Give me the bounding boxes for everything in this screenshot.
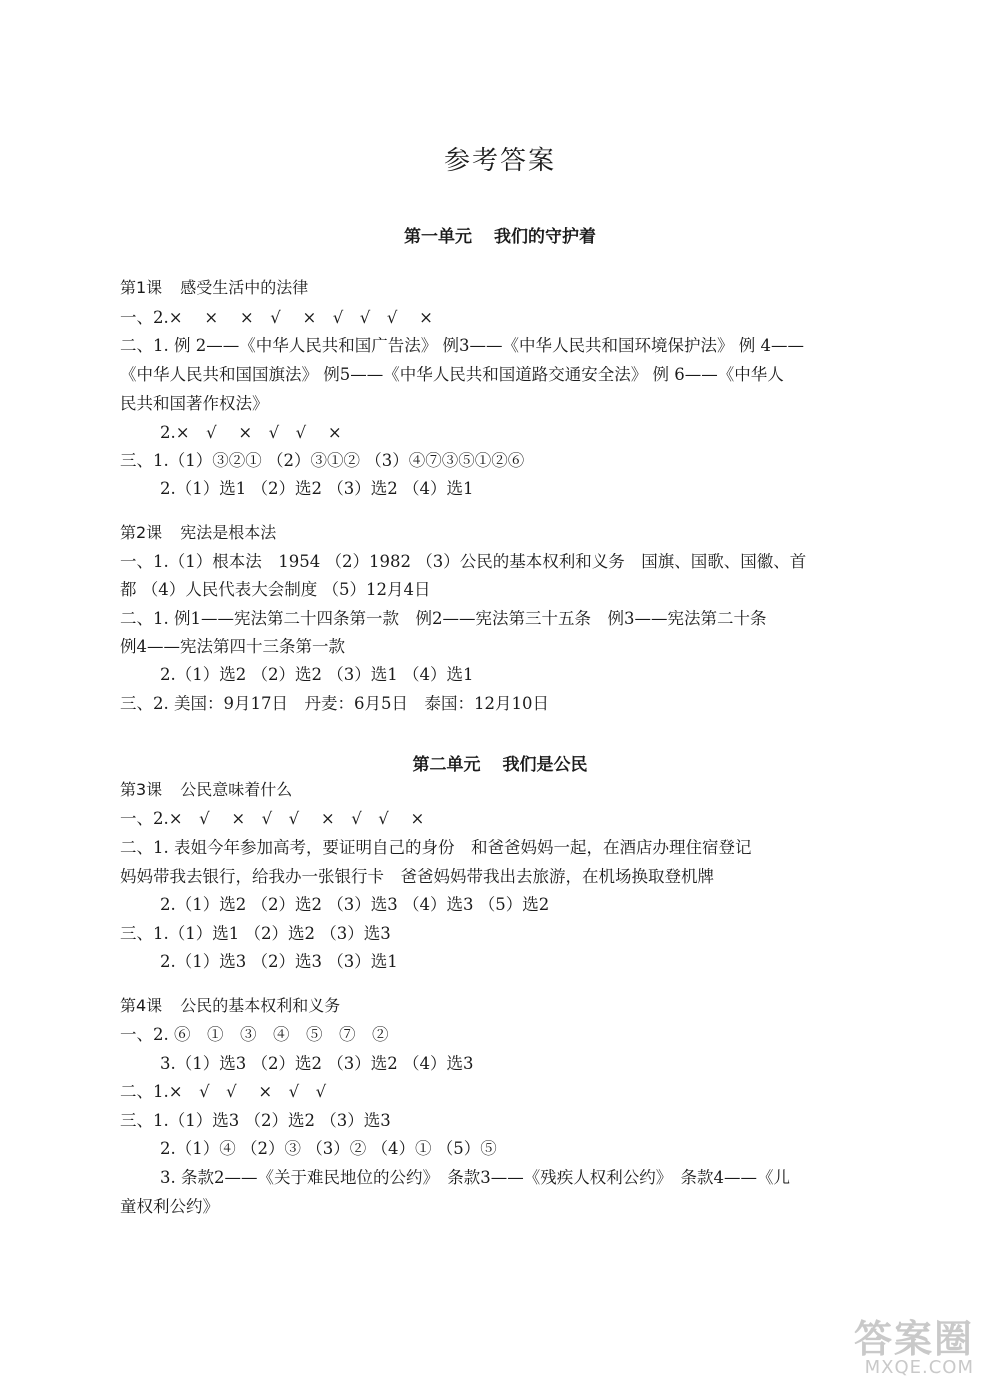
unit2-heading	[0, 750, 1000, 775]
lesson1-line: 2.（1）选1 （2）选2 （3）选2 （4）选1	[160, 479, 474, 498]
watermark-logo-text: 答案圈	[853, 1317, 974, 1361]
lesson4-line: 一、2. ⑥ ① ③ ④ ⑤ ⑦ ②	[120, 1025, 389, 1044]
lesson2-number: 第2课	[120, 523, 163, 542]
unit1-heading	[0, 222, 1000, 247]
watermark-url: MXQE.COM	[864, 1357, 974, 1378]
lesson1-line: 二、1. 例 2——《中华人民共和国广告法》 例3——《中华人民共和国环境保护法》 例 4——	[120, 336, 804, 355]
lesson1-line: 《中华人民共和国国旗法》 例5——《中华人民共和国道路交通安全法》 例 6——《中华人	[120, 365, 784, 384]
lesson3-line: 2.（1）选2 （2）选2 （3）选3 （4）选3 （5）选2	[160, 895, 550, 914]
lesson4-line: 二、1.× √ √ × √ √	[120, 1082, 327, 1101]
unit1-label: 第一单元	[404, 227, 472, 247]
lesson3-line: 2.（1）选3 （2）选3 （3）选1	[160, 952, 398, 971]
lesson1-line: 三、1.（1）③②① （2）③①② （3）④⑦③⑤①②⑥	[120, 451, 525, 470]
lesson3-name: 公民意味着什么	[180, 780, 293, 799]
lesson4-line: 3. 条款2——《关于难民地位的公约》 条款3——《残疾人权利公约》 条款4——《儿	[160, 1168, 790, 1187]
lesson3-line: 妈妈带我去银行，给我办一张银行卡 爸爸妈妈带我出去旅游，在机场换取登机牌	[120, 867, 714, 886]
lesson2-line: 一、1.（1）根本法 1954 （2）1982 （3）公民的基本权利和义务 国旗、国歌、国徽、首	[120, 552, 807, 571]
lesson3-line: 三、1.（1）选1 （2）选2 （3）选3	[120, 924, 391, 943]
lesson2-line: 三、2. 美国：9月17日 丹麦：6月5日 泰国：12月10日	[120, 694, 549, 713]
unit2-label: 第二单元	[412, 755, 481, 775]
lesson2-name: 宪法是根本法	[180, 523, 277, 542]
unit2-name: 我们是公民	[502, 755, 588, 775]
watermark	[800, 1308, 980, 1378]
lesson4-number: 第4课	[120, 996, 163, 1015]
lesson4-heading	[120, 992, 900, 1020]
lesson2-line: 二、1. 例1——宪法第二十四条第一款 例2——宪法第三十五条 例3——宪法第二十条	[120, 609, 767, 628]
lesson2-line: 都 （4）人民代表大会制度 （5）12月4日	[120, 580, 431, 599]
lesson4-line: 童权利公约》	[120, 1197, 219, 1216]
page-title: 参考答案	[443, 146, 556, 176]
lesson1-line: 2.× √ × √ √ ×	[160, 423, 342, 442]
lesson2-heading	[120, 519, 900, 547]
lesson1-line: 民共和国著作权法》	[120, 394, 269, 413]
lesson2-line: 2.（1）选2 （2）选2 （3）选1 （4）选1	[160, 665, 474, 684]
lesson4-name: 公民的基本权利和义务	[180, 996, 341, 1015]
lesson1-number: 第1课	[120, 278, 163, 297]
lesson3-line: 二、1. 表姐今年参加高考，要证明自己的身份 和爸爸妈妈一起，在酒店办理住宿登记	[120, 838, 752, 857]
lesson4-line: 2.（1）④ （2）③ （3）② （4）① （5）⑤	[160, 1139, 497, 1158]
lesson3-number: 第3课	[120, 780, 163, 799]
lesson1-line: 一、2.× × × √ × √ √ √ ×	[120, 308, 433, 327]
lesson1-name: 感受生活中的法律	[180, 278, 309, 297]
lesson2-line: 例4——宪法第四十三条第一款	[120, 637, 345, 656]
unit1-name: 我们的守护着	[494, 227, 596, 247]
lesson1-heading	[120, 274, 900, 302]
lesson4-line: 3.（1）选3 （2）选2 （3）选2 （4）选3	[160, 1054, 474, 1073]
lesson3-line: 一、2.× √ × √ √ × √ √ ×	[120, 809, 425, 828]
lesson3-heading	[120, 776, 900, 804]
lesson4-line: 三、1.（1）选3 （2）选2 （3）选3	[120, 1111, 391, 1130]
